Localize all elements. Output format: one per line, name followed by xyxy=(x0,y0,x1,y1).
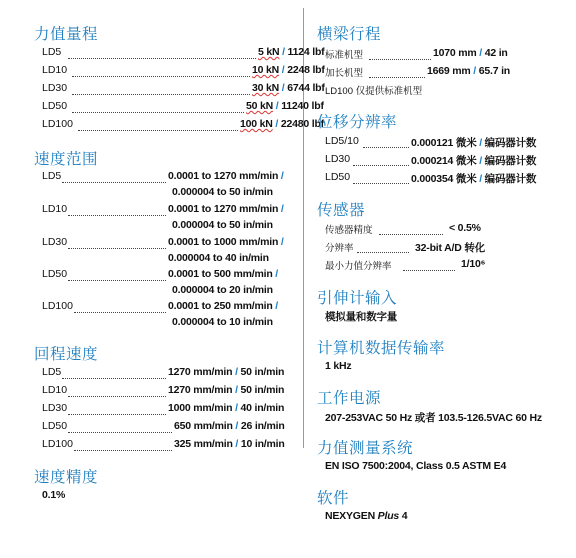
extensometer-input-heading: 引伸计输入 xyxy=(317,290,398,307)
force-measurement-heading: 力值测量系统 xyxy=(317,440,414,457)
power-supply-value: 207-253VAC 50 Hz 或者 103.5-126.5VAC 60 Hz xyxy=(325,412,542,424)
speed-accuracy-value: 0.1% xyxy=(42,489,66,501)
speed-accuracy-heading: 速度精度 xyxy=(34,469,99,486)
force-measurement-value: EN ISO 7500:2004, Class 0.5 ASTM E4 xyxy=(325,460,507,472)
software-heading: 软件 xyxy=(317,490,350,507)
speed-range-heading: 速度范围 xyxy=(34,151,99,168)
data-transfer-value: 1 kHz xyxy=(325,360,352,372)
displacement-resolution-heading: 位移分辨率 xyxy=(317,114,398,131)
extensometer-input-value: 模拟量和数字量 xyxy=(325,311,398,323)
return-speed-heading: 回程速度 xyxy=(34,346,99,363)
power-supply-heading: 工作电源 xyxy=(317,390,382,407)
software-value: NEXYGEN Plus 4 xyxy=(325,510,408,522)
force-range-heading: 力值量程 xyxy=(34,26,99,43)
data-transfer-heading: 计算机数据传输率 xyxy=(317,340,446,357)
travel-note: LD100 仅提供标准机型 xyxy=(325,86,423,97)
load-cell-heading: 传感器 xyxy=(317,202,366,219)
crosshead-travel-heading: 横梁行程 xyxy=(317,26,382,43)
